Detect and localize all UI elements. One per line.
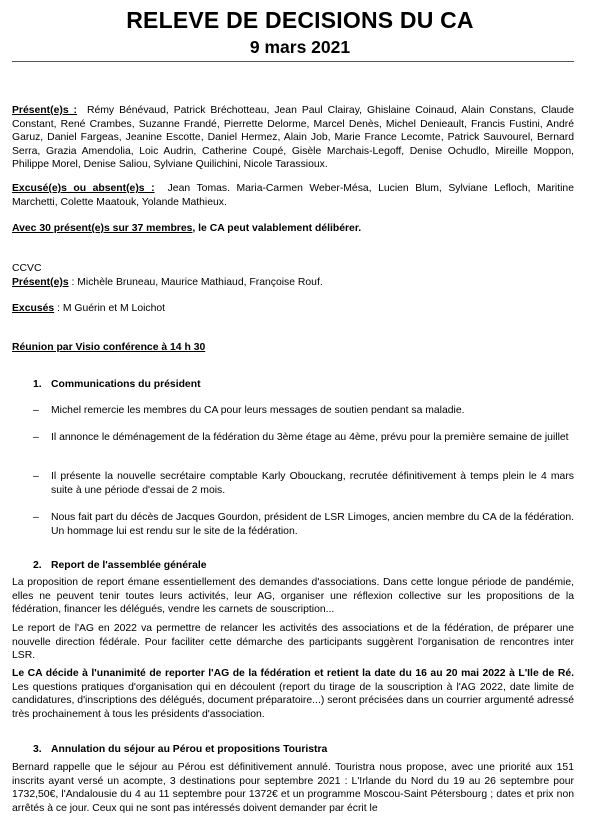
excused-members-paragraph bbox=[12, 182, 574, 209]
present-members-paragraph bbox=[12, 104, 574, 172]
list-item-text: Nous fait part du décès de Jacques Gourdon, président de LSR Limoges, ancien membre du CA de la fédération. Un hommage lui est rendu sur le site de la fédération. bbox=[51, 512, 574, 537]
list-item-text: Il annonce le déménagement de la fédération du 3ème étage au 4ème, prévu pour la première semaine de juillet bbox=[51, 432, 569, 443]
section-2-paragraph-2: Le report de l'AG en 2022 va permettre de relancer les activités des associations et de la fédération, de préparer une nouvelle direction fédérale. Pour faciliter cette démarche des participants suggèrent l'organisation de rencontres inter LSR. bbox=[12, 623, 574, 662]
list-item bbox=[33, 511, 574, 538]
decision-text: Le CA décide à l'unanimité de reporter l'AG de la fédération et retient la date du 16 au 20 mai 2022 à L'Ile de Ré. bbox=[12, 668, 574, 679]
quorum-statement bbox=[12, 222, 574, 236]
list-item bbox=[33, 431, 574, 445]
section-2-paragraph-1: La proposition de report émane essentiellement des demandes d'associations. Dans cette longue période de pandémie, elles ne peuvent tenir toutes leurs activités, leur AG, organiser une réflexion collective sur les propositions de la fédération, financer les délégués, vendre les carnets de souscription... bbox=[12, 577, 574, 616]
present-names: Rémy Bénévaud, Patrick Bréchotteau, Jean Paul Clairay, Ghislaine Coinaud, Alain Constans, Claude Constant, René Crambes, Suzanne Frandé, Pierrette Delorme, Marcel Denès, Michel Denieault, Francis Fustini, André Garuz, Daniel Fargeas, Jeanine Escotte, Daniel Hermez, Alain Job, Marie France Lecomte, Patrick Sauvourel, Bernard Serra, Grazia Amendolia, Loic Audrin, Catherine Coupé, Gisèle Marchais-Legoff, Denise Ochudlo, Mireille Moppon, Philippe Morel, Denise Saliou, Sylviane Quilichini, Nicole Tarassioux. bbox=[12, 105, 574, 171]
dash-bullet: – bbox=[33, 512, 39, 523]
section-3-number: 3. bbox=[33, 744, 42, 755]
section-3-title: Annulation du séjour au Pérou et propositions Touristra bbox=[51, 744, 328, 755]
section-1-number: 1. bbox=[33, 379, 42, 390]
section-1-heading bbox=[33, 378, 201, 392]
list-item bbox=[33, 404, 574, 418]
list-item bbox=[33, 470, 574, 497]
section-3-paragraph-1: Bernard rappelle que le séjour au Pérou est définitivement annulé. Touristra nous propose, avec une priorité aux 151 inscrits ayant versé un acompte, 3 destinations pour septembre 2021 : L'Irlande du Nord du 19 au 26 septembre pour 1732,50€, l'Andalousie du 4 au 11 septembre pour 1372€ et un programme Moscou-Saint Pétersbourg ; dates et prix non arrêtés à ce jour. Ceux qui ne sont pas intéressés doivent demander par écrit le bbox=[12, 762, 574, 814]
decision-details: Les questions pratiques d'organisation qui en découlent (report du tirage de la souscription à l'AG 2022, date limite de candidatures, d'inscriptions des délégués, document préparatoire...) seront précisées dans un courrier argumenté adressé très prochainement à tous les présidents d'association. bbox=[12, 681, 574, 720]
list-item-text: Michel remercie les membres du CA pour leurs messages de soutien pendant sa maladie. bbox=[51, 405, 465, 416]
ccvc-present-paragraph bbox=[12, 276, 574, 290]
section-2-heading bbox=[33, 559, 207, 573]
ccvc-heading: CCVC bbox=[12, 263, 42, 274]
quorum-count: Avec 30 présent(e)s sur 37 membres bbox=[12, 223, 193, 234]
ccvc-excused-names: : M Guérin et M Loichot bbox=[57, 303, 166, 314]
document-title: RELEVE DE DECISIONS DU CA bbox=[126, 7, 474, 33]
section-2-decision bbox=[12, 667, 574, 721]
ccvc-excused-paragraph bbox=[12, 302, 574, 316]
excused-label: Excusé(e)s ou absent(e)s : bbox=[12, 183, 155, 194]
ccvc-present-label: Présent(e)s bbox=[12, 277, 69, 288]
section-2-number: 2. bbox=[33, 560, 42, 571]
ccvc-present-names: : Michèle Bruneau, Maurice Mathiaud, Françoise Rouf. bbox=[71, 277, 323, 288]
dash-bullet: – bbox=[33, 471, 39, 482]
dash-bullet: – bbox=[33, 432, 39, 443]
document-date: 9 mars 2021 bbox=[249, 37, 351, 57]
quorum-conclusion: , le CA peut valablement délibérer. bbox=[192, 223, 362, 234]
excused-names: Jean Tomas. Maria-Carmen Weber-Mésa, Lucien Blum, Sylviane Lefloch, Maritine Marchetti, Colette Maatouk, Yolande Mathieux. bbox=[12, 183, 574, 208]
present-label: Présent(e)s : bbox=[12, 105, 78, 116]
dash-bullet: – bbox=[33, 405, 39, 416]
section-2-title: Report de l'assemblée générale bbox=[51, 560, 207, 571]
list-item-text: Il présente la nouvelle secrétaire comptable Karly Obouckang, recrutée définitivement à temps plein le 4 mars suite à une période d'essai de 2 mois. bbox=[51, 471, 574, 496]
meeting-info: Réunion par Visio conférence à 14 h 30 bbox=[12, 342, 206, 353]
ccvc-excused-label: Excusés bbox=[12, 303, 55, 314]
section-3-heading bbox=[33, 743, 327, 757]
section-1-title: Communications du président bbox=[51, 379, 201, 390]
header-divider bbox=[12, 61, 574, 62]
